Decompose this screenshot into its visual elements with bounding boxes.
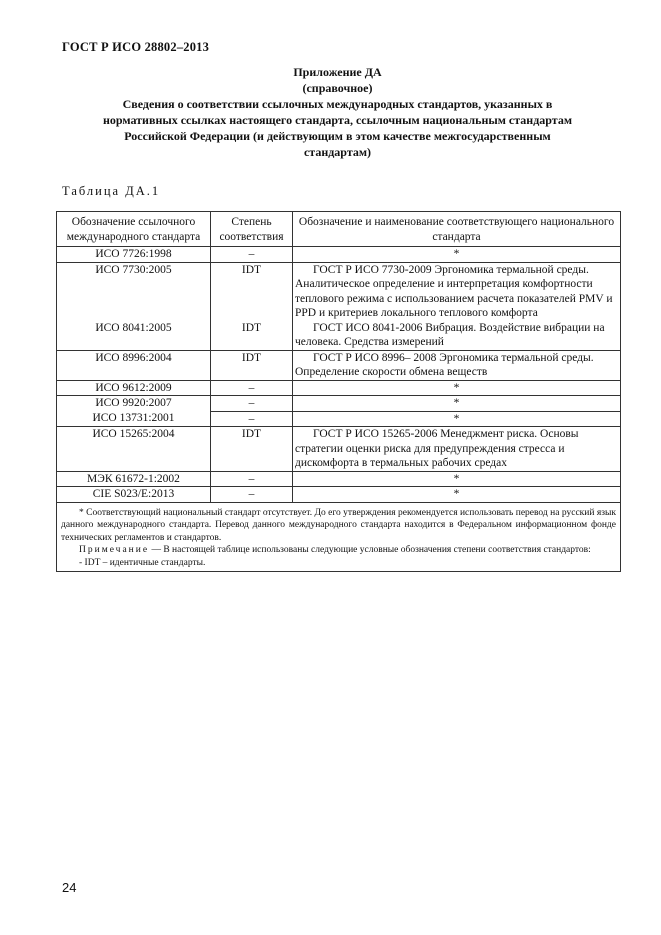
table-row <box>57 411 621 427</box>
annex-subtitle: (справочное) <box>302 81 373 95</box>
table-row <box>57 471 621 487</box>
note-text: — В настоящей таблице использованы следующие условные обозначения степени соответствия стандартов: <box>151 545 591 555</box>
page-number: 24 <box>62 880 77 895</box>
table-row <box>57 262 621 321</box>
cell-national: * <box>293 471 621 487</box>
cell-code: МЭК 61672-1:2002 <box>57 471 211 487</box>
correspondence-table <box>56 211 621 572</box>
table-header-row <box>57 212 621 247</box>
cell-code: ИСО 7726:1998 <box>57 247 211 263</box>
annex-heading <box>60 64 615 160</box>
cell-code: CIE S023/E:2013 <box>57 487 211 503</box>
table-row <box>57 487 621 503</box>
cell-national: ГОСТ Р ИСО 8996– 2008 Эргономика термальной среды. Определение скорости обмена веществ <box>293 350 621 380</box>
cell-code: ИСО 8041:2005 <box>57 321 211 351</box>
cell-code: ИСО 7730:2005 <box>57 262 211 321</box>
note-paragraph <box>61 544 616 557</box>
table-row <box>57 427 621 472</box>
cell-code: ИСО 9920:2007 <box>57 396 211 412</box>
table-row <box>57 350 621 380</box>
header-international-standard: Обозначение ссылочного международного стандарта <box>57 212 211 247</box>
cell-degree: IDT <box>211 427 293 472</box>
header-degree-of-correspondence: Степень соответствия <box>211 212 293 247</box>
cell-code: ИСО 15265:2004 <box>57 427 211 472</box>
cell-degree: – <box>211 396 293 412</box>
cell-national: * <box>293 396 621 412</box>
table-row <box>57 247 621 263</box>
cell-national: ГОСТ ИСО 8041-2006 Вибрация. Воздействие вибрации на человека. Средства измерений <box>293 321 621 351</box>
table-row <box>57 380 621 396</box>
annex-heading-line-3: Российской Федерации (и действующим в этом качестве межгосударственным <box>124 129 551 143</box>
table-notes <box>57 502 621 572</box>
table-row <box>57 396 621 412</box>
document-header: ГОСТ Р ИСО 28802–2013 <box>62 40 210 54</box>
cell-degree: – <box>211 471 293 487</box>
cell-degree: – <box>211 487 293 503</box>
cell-code: ИСО 8996:2004 <box>57 350 211 380</box>
cell-degree: – <box>211 411 293 427</box>
cell-degree: – <box>211 380 293 396</box>
legend-item: - IDT – идентичные стандарты. <box>79 557 206 568</box>
cell-national: * <box>293 247 621 263</box>
note-label: Примечание <box>79 545 150 555</box>
table-caption: Таблица ДА.1 <box>62 184 161 198</box>
annex-heading-line-4: стандартам) <box>303 145 372 159</box>
annex-heading-line-2: нормативных ссылках настоящего стандарта, ссылочным национальным стандартам <box>102 113 573 127</box>
cell-degree: IDT <box>211 262 293 321</box>
cell-national: * <box>293 411 621 427</box>
cell-degree: – <box>211 247 293 263</box>
footnote-text: * Соответствующий национальный стандарт отсутствует. До его утверждения рекомендуется использовать перевод на русский язык данного международного стандарта. Перевод данного международного стандарта находится в Федеральном информационном фонде технических регламентов и стандартов. <box>61 507 616 543</box>
cell-national: ГОСТ Р ИСО 7730-2009 Эргономика термальной среды. Аналитическое определение и интерпретация комфортности теплового режима с использованием расчета показателей PMV и PPD и критериев локального теплового комфорта <box>293 262 621 321</box>
cell-code: ИСО 13731:2001 <box>57 411 211 427</box>
table-row <box>57 321 621 351</box>
header-national-standard: Обозначение и наименование соответствующего национального стандарта <box>293 212 621 247</box>
cell-degree: IDT <box>211 321 293 351</box>
cell-national: ГОСТ Р ИСО 15265-2006 Менеджмент риска. Основы стратегии оценки риска для предупреждения стресса и дискомфорта в термальных рабочих средах <box>293 427 621 472</box>
cell-degree: IDT <box>211 350 293 380</box>
annex-title: Приложение ДА <box>293 65 382 79</box>
table-notes-row <box>57 502 621 572</box>
cell-national: * <box>293 487 621 503</box>
cell-code: ИСО 9612:2009 <box>57 380 211 396</box>
annex-heading-line-1: Сведения о соответствии ссылочных международных стандартов, указанных в <box>122 97 553 111</box>
cell-national: * <box>293 380 621 396</box>
